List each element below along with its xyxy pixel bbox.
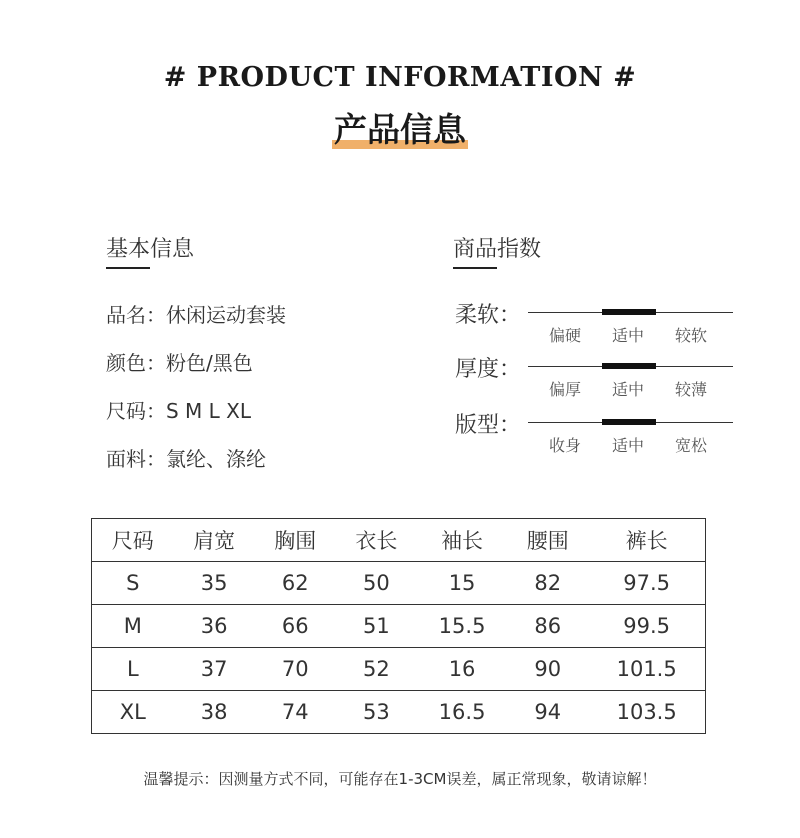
title-en: # PRODUCT INFORMATION # xyxy=(163,62,637,93)
basic-info-title xyxy=(106,232,194,263)
scale-option: 较软 xyxy=(675,326,708,345)
table-cell: M xyxy=(92,605,174,648)
info-label: 颜色： xyxy=(106,351,166,375)
table-cell: 53 xyxy=(336,691,417,734)
table-cell: 16 xyxy=(417,648,507,691)
table-header-cell: 袖长 xyxy=(417,519,507,562)
scale-option: 适中 xyxy=(612,436,645,455)
table-header-cell: 尺码 xyxy=(92,519,174,562)
table-cell: 86 xyxy=(507,605,588,648)
table-cell: 37 xyxy=(174,648,255,691)
table-header-row xyxy=(92,519,706,562)
table-row xyxy=(92,605,706,648)
table-row xyxy=(92,562,706,605)
table-cell: 82 xyxy=(507,562,588,605)
index-label-thickness: 厚度： xyxy=(455,357,522,382)
table-cell: 51 xyxy=(336,605,417,648)
table-cell: 52 xyxy=(336,648,417,691)
scale-marker-thickness xyxy=(602,363,656,369)
table-cell: S xyxy=(92,562,174,605)
scale-option: 较薄 xyxy=(675,380,708,399)
table-cell: 35 xyxy=(174,562,255,605)
indices-underline xyxy=(453,267,497,269)
scale-marker-fit xyxy=(602,419,656,425)
table-cell: 62 xyxy=(255,562,336,605)
info-row-size xyxy=(106,395,251,424)
basic-info-title-text: 基本信息 xyxy=(106,237,195,262)
info-value: S M L XL xyxy=(166,399,252,423)
info-value: 氯纶、涤纶 xyxy=(166,447,266,471)
measurement-note: 温馨提示：因测量方式不同，可能存在1-3CM误差，属正常现象，敬请谅解！ xyxy=(143,770,657,788)
scale-option: 适中 xyxy=(612,326,645,345)
table-cell: 66 xyxy=(255,605,336,648)
table-header-cell: 衣长 xyxy=(336,519,417,562)
index-label-softness: 柔软： xyxy=(455,303,522,328)
table-cell: XL xyxy=(92,691,174,734)
scale-option: 收身 xyxy=(549,436,582,455)
table-cell: 101.5 xyxy=(588,648,705,691)
info-row-name xyxy=(106,299,286,328)
scale-option: 适中 xyxy=(612,380,645,399)
title-cn-text: 产品信息 xyxy=(334,110,466,149)
table-cell: 38 xyxy=(174,691,255,734)
table-cell: 70 xyxy=(255,648,336,691)
table-header-cell: 裤长 xyxy=(588,519,705,562)
scale-option: 偏硬 xyxy=(549,326,582,345)
info-label: 品名： xyxy=(106,303,166,327)
table-cell: 15.5 xyxy=(417,605,507,648)
table-cell: 36 xyxy=(174,605,255,648)
scale-option: 宽松 xyxy=(675,436,708,455)
info-value: 粉色/黑色 xyxy=(166,351,253,375)
table-cell: 50 xyxy=(336,562,417,605)
table-header-cell: 胸围 xyxy=(255,519,336,562)
table-cell: L xyxy=(92,648,174,691)
table-cell: 99.5 xyxy=(588,605,705,648)
table-row xyxy=(92,691,706,734)
table-cell: 15 xyxy=(417,562,507,605)
info-label: 面料： xyxy=(106,447,166,471)
table-cell: 90 xyxy=(507,648,588,691)
table-cell: 94 xyxy=(507,691,588,734)
indices-title-text: 商品指数 xyxy=(453,237,542,262)
info-row-fabric xyxy=(106,443,266,472)
info-label: 尺码： xyxy=(106,399,166,423)
info-value: 休闲运动套装 xyxy=(166,303,286,327)
table-cell: 74 xyxy=(255,691,336,734)
table-header-cell: 肩宽 xyxy=(174,519,255,562)
table-header-cell: 腰围 xyxy=(507,519,588,562)
table-cell: 97.5 xyxy=(588,562,705,605)
info-row-color xyxy=(106,347,253,376)
indices-title xyxy=(453,232,541,263)
scale-marker-softness xyxy=(602,309,656,315)
title-cn-wrap xyxy=(0,104,800,151)
scale-option: 偏厚 xyxy=(549,380,582,399)
table-row xyxy=(92,648,706,691)
table-cell: 103.5 xyxy=(588,691,705,734)
basic-info-underline xyxy=(106,267,150,269)
table-cell: 16.5 xyxy=(417,691,507,734)
index-label-fit: 版型： xyxy=(455,413,522,438)
size-table xyxy=(91,518,706,734)
title-cn xyxy=(332,104,468,151)
